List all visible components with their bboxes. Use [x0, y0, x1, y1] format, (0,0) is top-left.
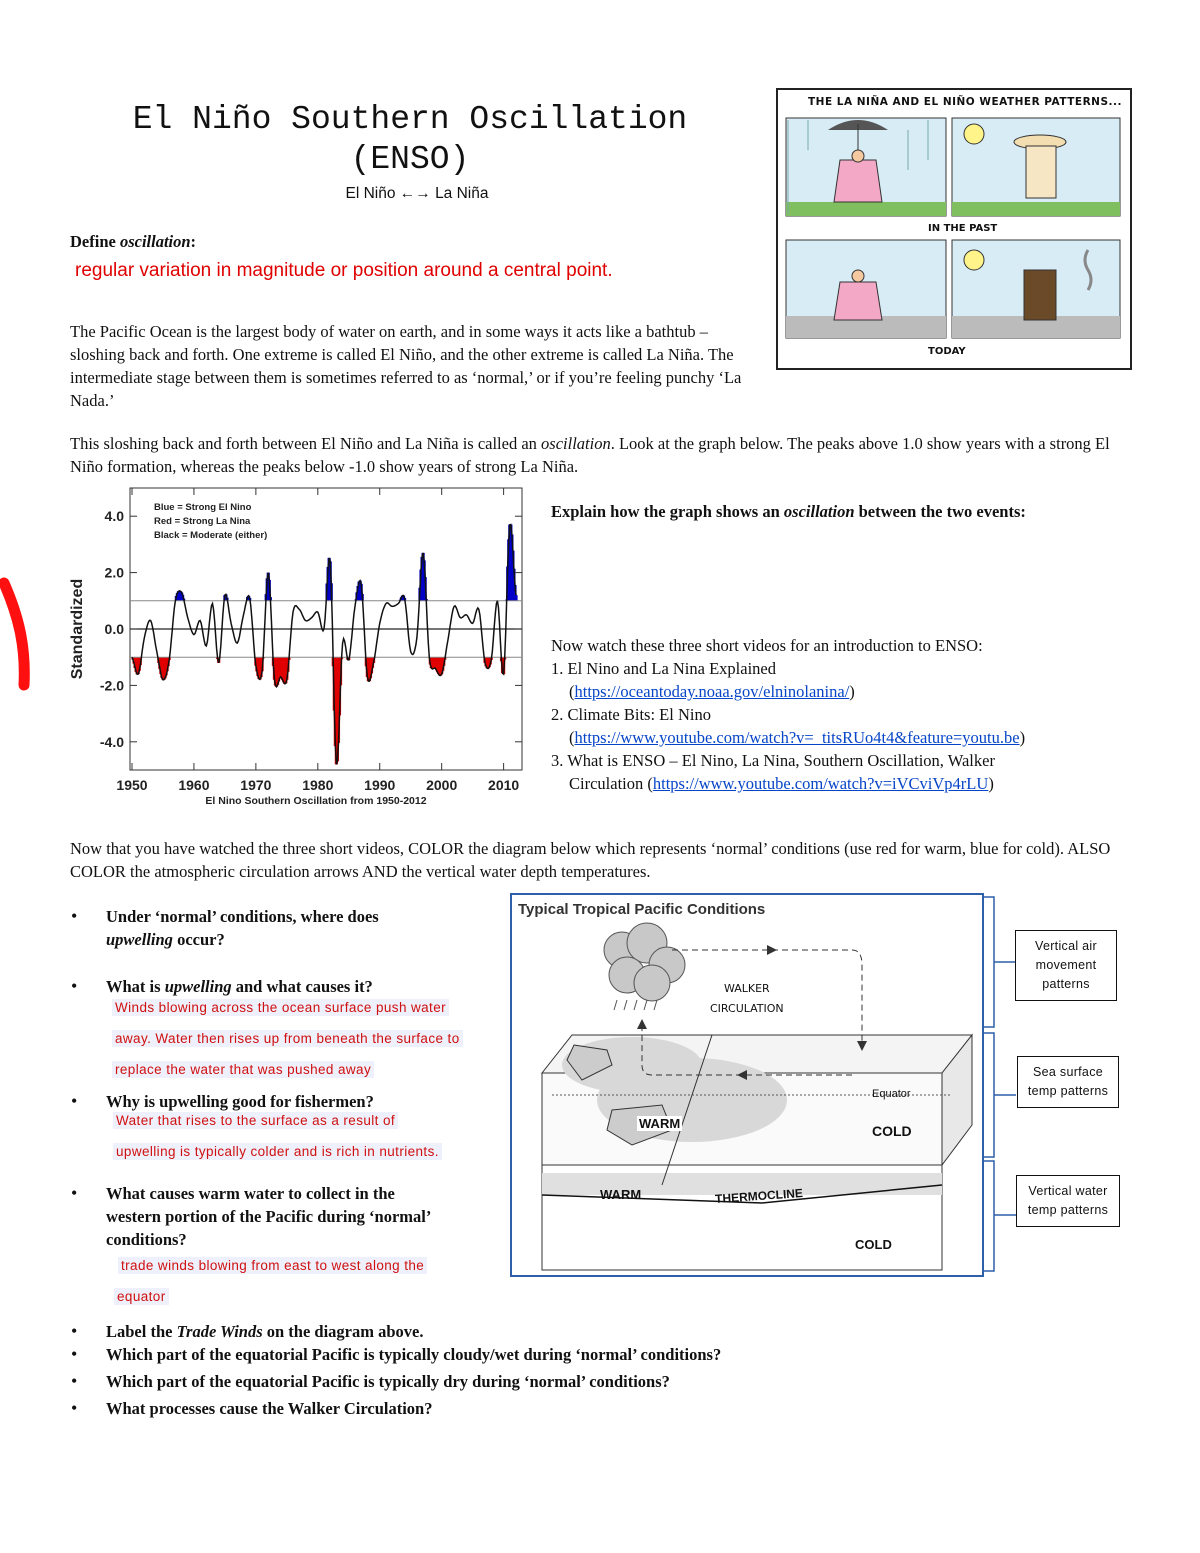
p2-start: This sloshing back and forth between El Niño and La Niña is called an: [70, 434, 542, 453]
answer-4-line-1: trade winds blowing from east to west along the: [118, 1257, 427, 1274]
explain-prompt: [551, 500, 1151, 523]
bullet: •: [71, 906, 78, 926]
explain-end: between the two events:: [854, 502, 1026, 521]
pacific-diagram: [510, 893, 984, 1277]
q2-start: What is: [106, 977, 165, 996]
question-6: Which part of the equatorial Pacific is typically cloudy/wet during ‘normal’ conditions?: [106, 1345, 722, 1364]
answer-3-line-2: upwelling is typically colder and is rich in nutrients.: [113, 1143, 442, 1160]
x-tick-label: 1980: [302, 777, 334, 793]
legend-entry: Blue = Strong El Nino: [154, 502, 252, 513]
x-axis-label: El Nino Southern Oscillation from 1950-2012: [205, 795, 427, 807]
question-8: What processes cause the Walker Circulation?: [106, 1399, 433, 1418]
explain-start: Explain how the graph shows an: [551, 502, 784, 521]
q4-line-2: western portion of the Pacific during ‘normal’: [106, 1207, 432, 1226]
q4-line-3: conditions?: [106, 1230, 187, 1249]
cartoon-caption-top: THE LA NIÑA AND EL NIÑO WEATHER PATTERNS...: [808, 96, 1122, 108]
legend-entry: Black = Moderate (either): [154, 530, 268, 541]
video-num: 1.: [551, 659, 564, 678]
x-tick-label: 2010: [488, 777, 520, 793]
oscillation-paragraph: [70, 432, 1130, 478]
video-num: 2.: [551, 705, 564, 724]
walker-line-1: WALKER: [723, 982, 770, 995]
side-box-water-temp: Vertical water temp patterns: [1016, 1175, 1120, 1227]
p2-end: . Look at the graph below. The peaks above 1.0 show years with a strong El Niño formation, whereas the peaks below -1.0 show years of strong La Niña.: [70, 434, 1110, 476]
y-tick-label: 4.0: [104, 508, 124, 525]
y-axis-label: Standardized: [69, 578, 86, 680]
q2-term: upwelling: [164, 977, 232, 996]
define-answer: regular variation in magnitude or position around a central point.: [75, 260, 613, 281]
video-link-row: [551, 726, 1151, 749]
cold-surface-label: COLD: [872, 1123, 912, 1139]
bullet: •: [71, 1091, 78, 1111]
video-link-row: [551, 772, 1151, 795]
question-4: [106, 1182, 506, 1251]
video-link-row: [551, 680, 1151, 703]
y-tick-label: 2.0: [104, 564, 124, 581]
x-tick-label: 1960: [178, 777, 210, 793]
paren: (: [569, 728, 575, 747]
video-link-3[interactable]: https://www.youtube.com/watch?v=iVCviVp4rLU: [652, 774, 989, 793]
legend-entry: Red = Strong La Nina: [154, 516, 251, 527]
enso-chart: [60, 480, 530, 810]
question-2: [106, 975, 373, 998]
intro-paragraph: The Pacific Ocean is the largest body of water on earth, and in some ways it acts like a bathtub – sloshing back and forth. One extreme is called El Niño, and the other extreme is called La Niña. The intermediate stage between them is sometimes referred to as ‘normal,’ or if you’re feeling punchy ‘La Nada.’: [70, 322, 742, 410]
diagram-drawing: [512, 895, 982, 1275]
define-term: oscillation: [119, 232, 191, 251]
paren: (: [569, 682, 575, 701]
video-title: Climate Bits: El Nino: [567, 705, 711, 724]
define-prompt: [70, 230, 196, 253]
video-item: [551, 703, 1151, 726]
walker-line-2: CIRCULATION: [710, 1002, 784, 1015]
paren: ): [1019, 728, 1026, 747]
video-title-cont: Circulation (: [569, 774, 653, 793]
bullet: •: [71, 1398, 78, 1418]
bracket-lines: [980, 895, 1020, 1275]
explain-term: oscillation: [783, 502, 855, 521]
x-tick-label: 1990: [364, 777, 396, 793]
equator-label: Equator: [872, 1088, 911, 1100]
y-tick-label: -2.0: [99, 677, 124, 694]
x-tick-label: 2000: [426, 777, 458, 793]
question-1: [106, 905, 486, 951]
q4-line-1: What causes warm water to collect in the: [106, 1184, 395, 1203]
paren: ): [988, 774, 994, 793]
question-3: Why is upwelling good for fishermen?: [106, 1092, 374, 1111]
thermocline-label: THERMOCLINE: [714, 1185, 804, 1207]
answer-2-line-2: away. Water then rises up from beneath the surface to: [112, 1030, 463, 1047]
video-item: [551, 749, 1151, 772]
q2-end: and what causes it?: [231, 977, 373, 996]
video-intro: Now watch these three short videos for an introduction to ENSO:: [551, 636, 983, 655]
cartoon-caption-bottom: TODAY: [928, 346, 966, 357]
question-5: [106, 1320, 424, 1343]
video-list: [551, 634, 1151, 795]
bullet: •: [71, 976, 78, 996]
color-instructions: Now that you have watched the three short videos, COLOR the diagram below which represents ‘normal’ conditions (use red for warm, blue for cold). ALSO COLOR the atmospheric circulation arrows AND the vertical water depth temperatures.: [70, 839, 1111, 881]
x-tick-label: 1950: [116, 777, 148, 793]
q1-text: Under ‘normal’ conditions, where does: [106, 907, 379, 926]
video-item: [551, 657, 1151, 680]
bullet: •: [71, 1183, 78, 1203]
bullet: •: [71, 1344, 78, 1364]
x-tick-label: 1970: [240, 777, 272, 793]
walker-label: [710, 979, 784, 1019]
answer-3-line-1: Water that rises to the surface as a result of: [113, 1112, 398, 1129]
bullet: •: [71, 1321, 78, 1341]
q1-term: upwelling: [106, 930, 173, 949]
q1-end: occur?: [172, 930, 225, 949]
q5-end: on the diagram above.: [262, 1322, 424, 1341]
answer-4-line-2: equator: [114, 1288, 169, 1305]
question-7: Which part of the equatorial Pacific is typically dry during ‘normal’ conditions?: [106, 1372, 670, 1391]
p2-term: oscillation: [541, 434, 611, 453]
video-num: 3.: [551, 751, 564, 770]
paren: ): [849, 682, 855, 701]
page-title: [60, 100, 760, 180]
bullet: •: [71, 1371, 78, 1391]
y-tick-label: -4.0: [99, 733, 124, 750]
title-line-1: El Niño Southern Oscillation: [132, 101, 688, 138]
define-label: Define: [70, 232, 120, 251]
video-title: El Nino and La Nina Explained: [567, 659, 776, 678]
y-tick-label: 0.0: [104, 621, 124, 637]
cartoon-caption-mid: IN THE PAST: [928, 223, 998, 234]
answer-2-line-1: Winds blowing across the ocean surface push water: [112, 999, 449, 1016]
title-line-2: (ENSO): [350, 141, 470, 178]
diagram-title: Typical Tropical Pacific Conditions: [518, 901, 766, 918]
q5-term: Trade Winds: [176, 1322, 263, 1341]
video-link-2[interactable]: https://www.youtube.com/watch?v=_titsRUo4t4&feature=youtu.be: [574, 728, 1020, 747]
cold-depth-label: COLD: [855, 1237, 892, 1252]
warm-depth-label: WARM: [600, 1187, 642, 1202]
subtitle: El Niño ←→ La Niña: [345, 185, 489, 202]
cartoon-panel: [776, 88, 1132, 370]
side-box-sea-surface: Sea surface temp patterns: [1017, 1056, 1119, 1108]
answer-2-line-3: replace the water that was pushed away: [112, 1061, 374, 1078]
video-title: What is ENSO – El Nino, La Nina, Southern Oscillation, Walker: [567, 751, 995, 770]
q5-start: Label the: [106, 1322, 177, 1341]
video-link-1[interactable]: https://oceantoday.noaa.gov/elninolanina/: [574, 682, 850, 701]
side-box-air: Vertical air movement patterns: [1015, 930, 1117, 1001]
red-pen-mark: [0, 575, 40, 695]
warm-surface-label: WARM: [639, 1116, 681, 1131]
define-colon: :: [190, 232, 197, 251]
